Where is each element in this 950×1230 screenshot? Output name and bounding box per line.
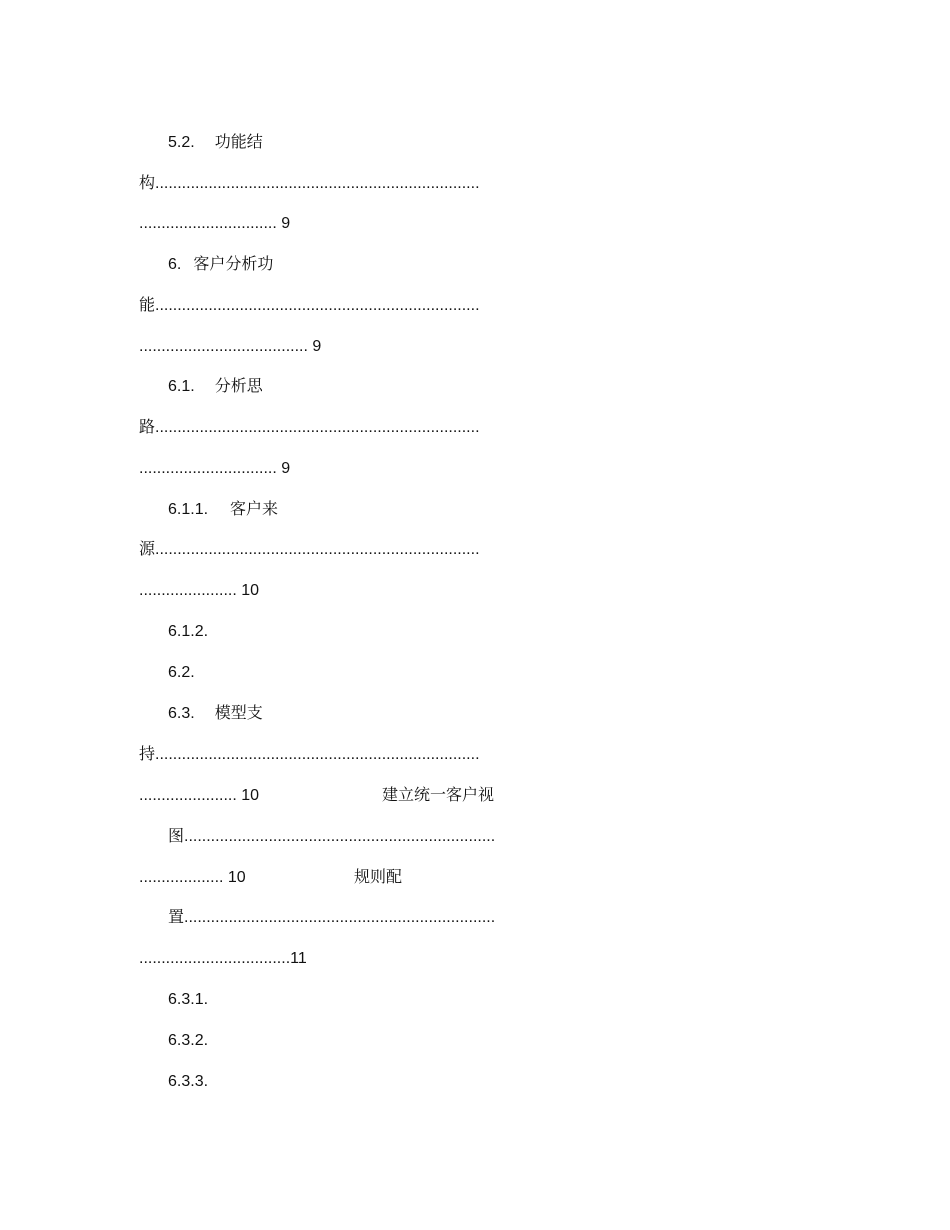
toc-title: 功能结 (214, 134, 263, 151)
toc-entry-6-1 (168, 377, 263, 397)
toc-number: 6. (168, 256, 182, 273)
toc-entry-6-1-2: 6.1.2. (168, 623, 209, 640)
toc-entry-6-3-2: 6.3.2. (168, 1032, 209, 1049)
toc-entry-6-3-3: 6.3.3. (168, 1073, 209, 1090)
toc-title: 分析思 (214, 378, 263, 395)
toc-leader-line: 图...................................................................... (168, 828, 496, 845)
toc-entry-5-2 (168, 133, 263, 153)
toc-page-number-line: ............................... 9 (139, 215, 291, 232)
toc-number: 6.1.1. (168, 501, 209, 518)
toc-entry-6-3 (168, 704, 263, 724)
toc-leader-line: 置...................................................................... (168, 909, 496, 926)
toc-page-number-line: ...................... 10 (139, 582, 260, 599)
toc-number: 6.1. (168, 378, 195, 395)
toc-entry-6-2: 6.2. (168, 664, 195, 681)
toc-title: 规则配 (354, 869, 403, 886)
toc-page-number-line: ................... 10 (139, 869, 246, 886)
toc-page-number-line: ............................... 9 (139, 460, 291, 477)
toc-leader-line: 构......................................................................... (139, 175, 480, 192)
toc-title: 客户分析功 (193, 256, 274, 273)
toc-entry-6-3-1: 6.3.1. (168, 991, 209, 1008)
toc-leader-line: 源......................................................................... (139, 541, 480, 558)
toc-number: 6.3. (168, 705, 195, 722)
toc-entry-6 (168, 255, 273, 275)
toc-page-number-line: ...................... 10 (139, 787, 260, 804)
toc-leader-line: 能......................................................................... (139, 297, 480, 314)
toc-title: 建立统一客户视 (382, 787, 495, 804)
toc-page-number-line: ...................................... 9 (139, 338, 322, 355)
toc-title: 模型支 (214, 705, 263, 722)
toc-number: 5.2. (168, 134, 195, 151)
toc-page-number-line: ..................................11 (139, 950, 307, 967)
toc-title: 客户来 (230, 501, 279, 518)
toc-entry-6-1-1 (168, 500, 278, 520)
toc-leader-line: 持......................................................................... (139, 746, 480, 763)
toc-leader-line: 路......................................................................... (139, 419, 480, 436)
